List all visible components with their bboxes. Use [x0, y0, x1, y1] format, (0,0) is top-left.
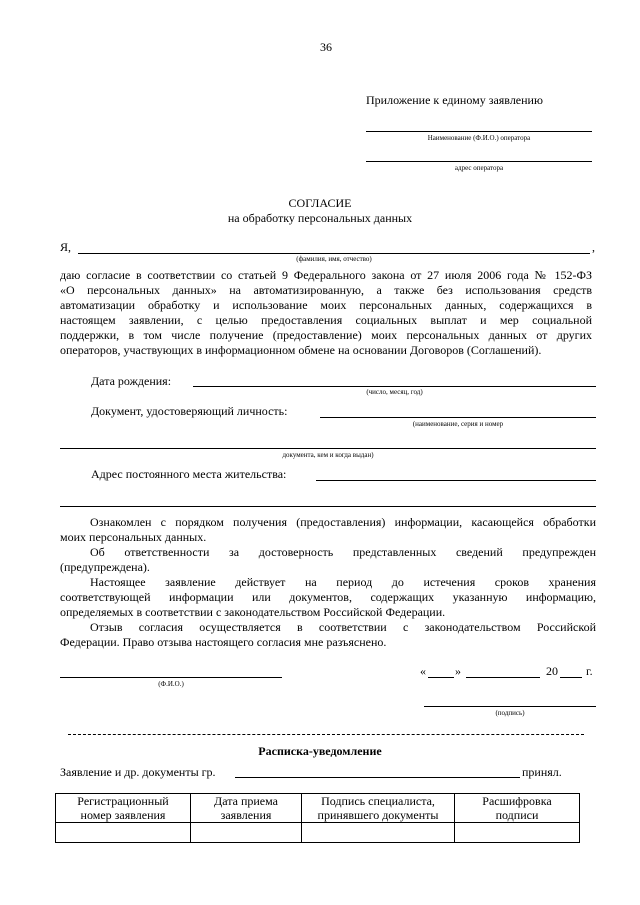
operator-name-hint: Наименование (Ф.И.О.) оператора [427, 134, 531, 142]
info-line-8: Отзыв согласия осуществляется в соответствии с законодательством Российской [90, 620, 596, 634]
table-header-line: номер заявления [80, 808, 166, 822]
date-close-quote: » [455, 664, 461, 678]
cut-line [68, 734, 584, 735]
receipt-title: Расписка-уведомление [258, 744, 382, 758]
i-label: Я, [60, 240, 72, 254]
info-line-2: моих персональных данных. [60, 530, 207, 544]
date-day-line[interactable] [428, 677, 454, 678]
table-header-line: Подпись специалиста, [321, 794, 435, 808]
doc-line[interactable] [320, 417, 596, 418]
consent-line-6: операторов, участвующих в информационном обмене на основании Договоров (Соглашений). [60, 343, 542, 357]
table-header-line: подписи [495, 808, 539, 822]
registration-table [55, 793, 580, 843]
appendix-title: Приложение к единому заявлению [366, 93, 543, 107]
fio-hint: (фамилия, имя, отчество) [296, 255, 372, 263]
document-title: СОГЛАСИЕ [288, 196, 352, 210]
info-line-1: Ознакомлен с порядком получения (предоставления) информации, касающейся обработки [90, 515, 596, 529]
table-row [56, 823, 580, 843]
info-line-7: определяемых в соответствии с законодательством Российской Федерации. [60, 605, 446, 619]
sig-fio-line[interactable] [60, 677, 282, 678]
info-line-9: Федерации. Право отзыва настоящего согласия мне разъяснено. [60, 635, 387, 649]
date-open-quote: « [420, 664, 426, 678]
table-header-cell [455, 794, 580, 823]
table-header-line: заявления [220, 808, 272, 822]
operator-address-hint: адрес оператора [454, 164, 504, 172]
address-label: Адрес постоянного места жительства: [91, 467, 287, 481]
consent-line-2: «О персональных данных» на автоматизированную, а также без использования средств [60, 283, 592, 297]
date-year-line[interactable] [560, 677, 582, 678]
table-header-line: принявшего документы [317, 808, 439, 822]
table-header-cell [191, 794, 302, 823]
doc-hint: (наименование, серия и номер [412, 420, 504, 428]
receipt-name-line[interactable] [235, 777, 520, 778]
date-year-suffix: г. [586, 664, 593, 678]
fio-line[interactable] [78, 253, 590, 254]
consent-line-5: поддержки, в том числе получение (предоставление) моих персональных данных от других [60, 328, 592, 342]
date-month-line[interactable] [466, 677, 540, 678]
info-line-4: (предупреждена). [60, 560, 150, 574]
table-cell-date[interactable] [191, 823, 302, 843]
consent-line-3: автоматизации обработку и использование моих персональных данных, содержащихся в [60, 298, 592, 312]
table-header-line: Расшифровка [482, 794, 552, 808]
fio-comma: , [592, 240, 595, 254]
table-header-line: Регистрационный [77, 794, 169, 808]
birth-label: Дата рождения: [91, 374, 172, 388]
birth-line[interactable] [193, 386, 596, 387]
table-header-row [56, 794, 580, 823]
date-year-prefix: 20 [546, 664, 558, 678]
receipt-prefix: Заявление и др. документы гр. [60, 765, 216, 779]
consent-line-1: даю согласие в соответствии со статьей 9 Федерального закона от 27 июля 2006 года № 152-ФЗ [60, 268, 592, 282]
info-line-3: Об ответственности за достоверность представленных сведений предупрежден [90, 545, 596, 559]
sig-fio-hint: (Ф.И.О.) [158, 680, 184, 688]
table-cell-reg-number[interactable] [56, 823, 191, 843]
table-header-cell [56, 794, 191, 823]
table-header-line: Дата приема [214, 794, 278, 808]
consent-line-4: настоящем заявлении, с целью предоставления социальных выплат и мер социальной [60, 313, 592, 327]
birth-hint: (число, месяц, год) [366, 388, 423, 396]
table-cell-signature[interactable] [302, 823, 455, 843]
address-line[interactable] [316, 480, 596, 481]
doc-label: Документ, удостоверяющий личность: [91, 404, 288, 418]
receipt-suffix: принял. [522, 765, 562, 779]
table-header-cell [302, 794, 455, 823]
page-number: 36 [320, 40, 332, 54]
document-subtitle: на обработку персональных данных [227, 211, 413, 225]
doc-line-2[interactable] [60, 448, 596, 449]
table-cell-decoding[interactable] [455, 823, 580, 843]
operator-name-line[interactable] [366, 131, 592, 132]
info-line-6: соответствующей информации или документов, содержащих указанную информацию, [60, 590, 596, 604]
address-line-2[interactable] [60, 506, 596, 507]
doc-hint-2: документа, кем и когда выдан) [282, 451, 374, 459]
operator-address-line[interactable] [366, 161, 592, 162]
signature-hint: (подпись) [495, 709, 525, 717]
signature-line[interactable] [424, 706, 596, 707]
info-line-5: Настоящее заявление действует на период до истечения сроков хранения [90, 575, 596, 589]
